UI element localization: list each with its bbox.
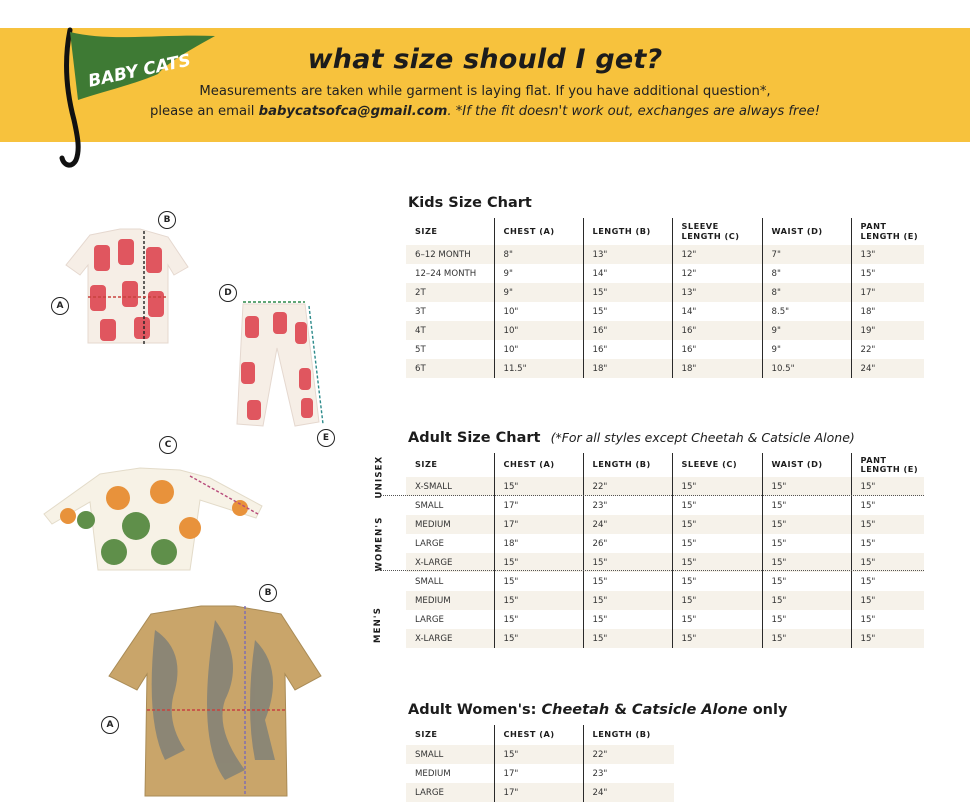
- col-header: PANT LENGTH (E): [851, 218, 924, 245]
- table-header-row: [406, 453, 924, 477]
- kids-pants-image: [215, 292, 335, 432]
- cheetah-size-table: [406, 725, 674, 802]
- measurement-cell: 23": [583, 496, 672, 515]
- measurement-cell: 8": [494, 245, 583, 264]
- contact-email-link[interactable]: babycatsofca@gmail.com: [258, 104, 448, 119]
- measurement-cell: 15": [494, 591, 583, 610]
- table-row: [406, 264, 924, 283]
- size-cell: X-LARGE: [406, 629, 494, 648]
- table-row: [406, 534, 924, 553]
- measurement-cell: 15": [762, 591, 851, 610]
- marker-b-adult: B: [259, 584, 277, 602]
- measurement-cell: 17": [494, 496, 583, 515]
- measurement-cell: 10.5": [762, 359, 851, 378]
- measurement-cell: 17": [494, 764, 583, 783]
- measurement-cell: 15": [762, 572, 851, 591]
- group-label-mens: MEN'S: [373, 606, 384, 644]
- measurement-cell: 7": [762, 245, 851, 264]
- measurement-cell: 14": [583, 264, 672, 283]
- measurement-cell: 22": [583, 745, 674, 764]
- measurement-cell: 15": [494, 610, 583, 629]
- measurement-cell: 15": [762, 477, 851, 496]
- measurement-cell: 15": [851, 477, 924, 496]
- measurement-cell: 11.5": [494, 359, 583, 378]
- measurement-cell: 24": [583, 783, 674, 802]
- measurement-cell: 15": [672, 496, 762, 515]
- table-row: [406, 629, 924, 648]
- size-cell: 6–12 MONTH: [406, 245, 494, 264]
- measurement-cell: 15": [583, 572, 672, 591]
- measurement-cell: 18": [672, 359, 762, 378]
- measurement-cell: 23": [583, 764, 674, 783]
- adult-chart-note: (*For all styles except Cheetah & Catsicle Alone): [550, 430, 855, 445]
- marker-c: C: [159, 436, 177, 454]
- size-cell: X-SMALL: [406, 477, 494, 496]
- measurement-cell: 18": [494, 534, 583, 553]
- group-divider: [380, 570, 924, 571]
- size-cell: 12–24 MONTH: [406, 264, 494, 283]
- measurement-cell: 15": [762, 629, 851, 648]
- size-cell: SMALL: [406, 745, 494, 764]
- measurement-cell: 15": [494, 572, 583, 591]
- measurement-cell: 15": [851, 629, 924, 648]
- page-title: what size should I get?: [307, 44, 663, 75]
- col-header: SLEEVE LENGTH (C): [672, 218, 762, 245]
- measurement-cell: 15": [851, 572, 924, 591]
- measurement-cell: 13": [583, 245, 672, 264]
- logo-text: BABY CATS: [86, 50, 193, 92]
- measurement-cell: 15": [851, 264, 924, 283]
- header-subtitle-line2: please an email babycatsofca@gmail.com. *If the fit doesn't work out, exchanges are always free!: [150, 104, 820, 119]
- table-row: [406, 321, 924, 340]
- size-cell: LARGE: [406, 610, 494, 629]
- measurement-cell: 8.5": [762, 302, 851, 321]
- size-cell: X-LARGE: [406, 553, 494, 572]
- table-row: [406, 610, 924, 629]
- measurement-cell: 15": [583, 302, 672, 321]
- measurement-cell: 17": [851, 283, 924, 302]
- col-header: SIZE: [415, 729, 438, 740]
- measurement-cell: 15": [583, 553, 672, 572]
- group-label-unisex: UNISEX: [374, 455, 385, 499]
- size-cell: SMALL: [406, 572, 494, 591]
- measurement-cell: 15": [851, 553, 924, 572]
- measurement-cell: 24": [851, 359, 924, 378]
- table-row: [406, 283, 924, 302]
- table-row: [406, 302, 924, 321]
- col-header: SLEEVE (C): [672, 453, 762, 477]
- measurement-cell: 15": [762, 496, 851, 515]
- measurement-cell: 13": [672, 283, 762, 302]
- kids-size-table: [406, 218, 924, 378]
- measurement-cell: 16": [672, 340, 762, 359]
- size-cell: LARGE: [406, 534, 494, 553]
- table-row: [406, 745, 674, 764]
- measurement-cell: 15": [672, 591, 762, 610]
- kids-shirt-image: [60, 225, 195, 350]
- measurement-cell: 15": [672, 477, 762, 496]
- measurement-cell: 13": [851, 245, 924, 264]
- col-header: SIZE: [415, 225, 438, 236]
- col-header: PANT LENGTH (E): [851, 453, 924, 477]
- group-label-womens: WOMEN'S: [374, 516, 385, 572]
- measurement-cell: 15": [672, 534, 762, 553]
- measurement-cell: 15": [762, 610, 851, 629]
- measurement-cell: 10": [494, 302, 583, 321]
- measurement-cell: 18": [583, 359, 672, 378]
- measurement-cell: 15": [851, 534, 924, 553]
- marker-a-adult: A: [101, 716, 119, 734]
- size-cell: MEDIUM: [406, 591, 494, 610]
- measurement-cell: 9": [762, 340, 851, 359]
- group-divider: [380, 495, 924, 496]
- measurement-cell: 16": [583, 340, 672, 359]
- measurement-cell: 24": [583, 515, 672, 534]
- table-row: [406, 359, 924, 378]
- measurement-cell: 22": [851, 340, 924, 359]
- measurement-cell: 8": [762, 283, 851, 302]
- measurement-cell: 10": [494, 321, 583, 340]
- size-cell: 3T: [406, 302, 494, 321]
- cheetah-tee-image: [105, 600, 325, 800]
- measurement-cell: 15": [583, 610, 672, 629]
- table-row: [406, 496, 924, 515]
- measurement-cell: 8": [762, 264, 851, 283]
- size-cell: MEDIUM: [406, 764, 494, 783]
- measurement-cell: 15": [583, 629, 672, 648]
- col-header: WAIST (D): [762, 453, 851, 477]
- measurement-cell: 16": [583, 321, 672, 340]
- measurement-cell: 10": [494, 340, 583, 359]
- size-cell: 5T: [406, 340, 494, 359]
- size-cell: LARGE: [406, 783, 494, 802]
- table-row: [406, 477, 924, 496]
- col-header: LENGTH (B): [583, 453, 672, 477]
- adult-sweatshirt-image: [40, 462, 270, 577]
- table-row: [406, 515, 924, 534]
- measurement-cell: 15": [762, 515, 851, 534]
- measurement-cell: 26": [583, 534, 672, 553]
- measurement-cell: 15": [672, 553, 762, 572]
- table-row: [406, 572, 924, 591]
- measurement-cell: 15": [851, 496, 924, 515]
- col-header: SIZE: [415, 459, 438, 470]
- measurement-cell: 15": [583, 591, 672, 610]
- measurement-cell: 15": [494, 553, 583, 572]
- cheetah-chart-title: Adult Women's: Cheetah & Catsicle Alone only: [408, 702, 788, 718]
- baby-cats-flag-logo: [40, 20, 230, 170]
- measurement-cell: 17": [494, 783, 583, 802]
- measurement-cell: 17": [494, 515, 583, 534]
- measurement-cell: 9": [494, 283, 583, 302]
- table-row: [406, 591, 924, 610]
- header-subtitle-line1: Measurements are taken while garment is laying flat. If you have additional question*,: [199, 84, 771, 99]
- measurement-cell: 9": [494, 264, 583, 283]
- measurement-cell: 18": [851, 302, 924, 321]
- measurement-cell: 14": [672, 302, 762, 321]
- col-header: WAIST (D): [762, 218, 851, 245]
- size-cell: SMALL: [406, 496, 494, 515]
- size-cell: 4T: [406, 321, 494, 340]
- measurement-cell: 12": [672, 245, 762, 264]
- col-header: CHEST (A): [494, 725, 583, 745]
- adult-size-table: [406, 453, 924, 648]
- measurement-cell: 15": [851, 591, 924, 610]
- kids-chart-title: Kids Size Chart: [408, 195, 532, 211]
- marker-d: D: [219, 284, 237, 302]
- col-header: LENGTH (B): [583, 725, 674, 745]
- col-header: CHEST (A): [494, 218, 583, 245]
- size-cell: 6T: [406, 359, 494, 378]
- table-header-row: [406, 725, 674, 745]
- measurement-cell: 15": [672, 610, 762, 629]
- measurement-cell: 15": [762, 534, 851, 553]
- measurement-cell: 15": [762, 553, 851, 572]
- marker-a-kids: A: [51, 297, 69, 315]
- measurement-cell: 15": [583, 283, 672, 302]
- table-row: [406, 783, 674, 802]
- measurement-cell: 15": [672, 515, 762, 534]
- measurement-cell: 19": [851, 321, 924, 340]
- measurement-cell: 15": [494, 477, 583, 496]
- measurement-cell: 16": [672, 321, 762, 340]
- size-cell: 2T: [406, 283, 494, 302]
- table-row: [406, 245, 924, 264]
- adult-chart-title: Adult Size Chart (*For all styles except Cheetah & Catsicle Alone): [408, 430, 855, 446]
- table-row: [406, 764, 674, 783]
- measurement-cell: 15": [494, 745, 583, 764]
- marker-e: E: [317, 429, 335, 447]
- measurement-cell: 22": [583, 477, 672, 496]
- table-header-row: [406, 218, 924, 245]
- col-header: LENGTH (B): [583, 218, 672, 245]
- table-row: [406, 340, 924, 359]
- measurement-cell: 12": [672, 264, 762, 283]
- measurement-cell: 15": [851, 610, 924, 629]
- measurement-cell: 15": [851, 515, 924, 534]
- marker-b-kids: B: [158, 211, 176, 229]
- measurement-cell: 15": [494, 629, 583, 648]
- measurement-cell: 15": [672, 629, 762, 648]
- measurement-cell: 15": [672, 572, 762, 591]
- size-cell: MEDIUM: [406, 515, 494, 534]
- measurement-cell: 9": [762, 321, 851, 340]
- col-header: CHEST (A): [494, 453, 583, 477]
